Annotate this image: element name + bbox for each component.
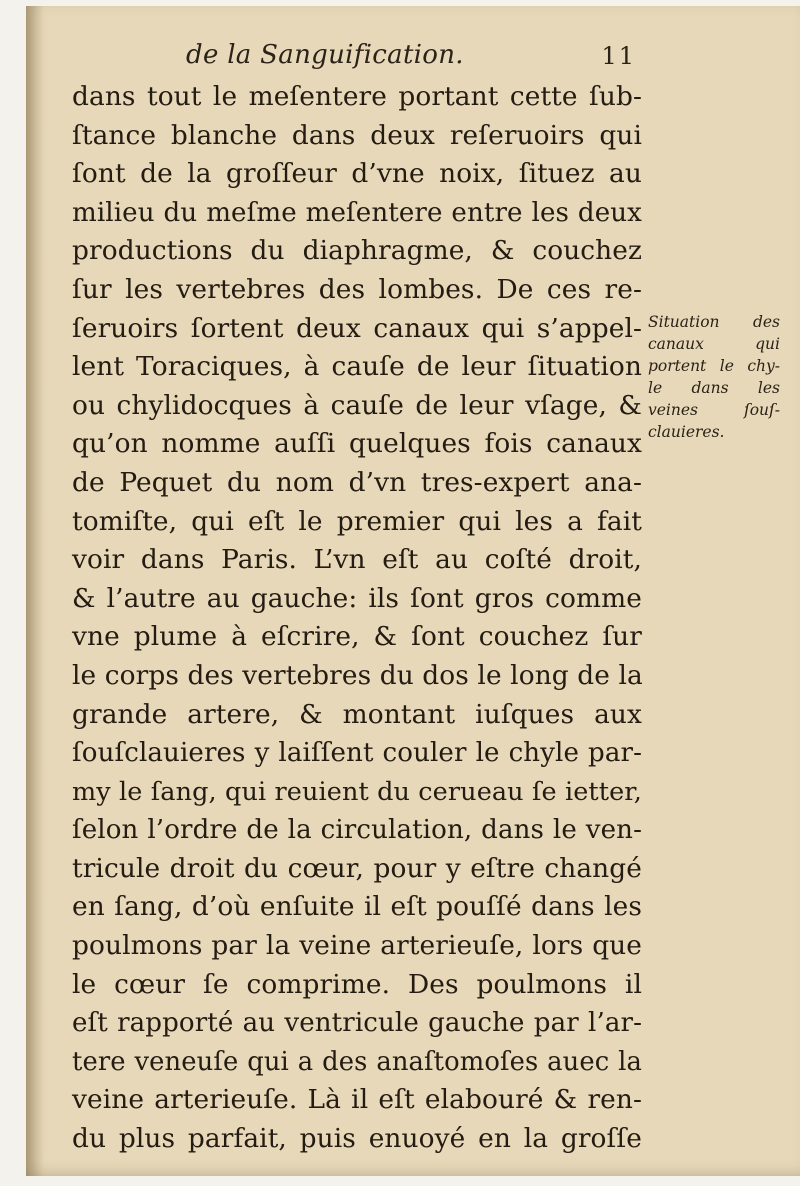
- text-line: ſtance blanche dans deux reſeruoirs qui: [72, 119, 642, 151]
- text-line: veine arterieuſe. Là il eſt elabouré & ren-: [72, 1084, 642, 1116]
- marginal-note-line: canaux qui: [648, 335, 780, 353]
- gutter-shadow: [26, 6, 44, 1176]
- body-text: [72, 78, 642, 1159]
- text-line: en ſang, d’où enſuite il eſt pouſſé dans les: [72, 891, 642, 923]
- text-line: du plus parfait, puis enuoyé en la groſſe: [72, 1123, 642, 1155]
- marginal-note-line: clauieres.: [648, 423, 725, 441]
- text-line: vne plume à eſcrire, & ſont couchez ſur: [72, 621, 642, 653]
- text-line: dans tout le meſentere portant cette ſub-: [72, 81, 642, 112]
- text-line: ſeruoirs ſortent deux canaux qui s’appel-: [72, 312, 642, 344]
- marginal-note: [648, 311, 780, 443]
- text-line: grande artere, & montant iuſques aux: [72, 698, 642, 730]
- running-head: [186, 40, 636, 74]
- text-line: de Pequet du nom d’vn tres-expert ana-: [72, 466, 642, 498]
- text-line: tomiſte, qui eſt le premier qui les a fait: [72, 505, 642, 537]
- text-line: ou chylidocques à cauſe de leur vſage, &: [72, 389, 642, 421]
- text-line: productions du diaphragme, & couchez: [72, 235, 642, 267]
- marginal-note-line: portent le chy-: [648, 357, 780, 375]
- running-title: de la Sanguification.: [186, 40, 464, 70]
- text-line: & l’autre au gauche: ils ſont gros comme: [72, 582, 642, 614]
- marginal-note-line: veines ſouſ-: [648, 401, 780, 419]
- text-line: eſt rapporté au ventricule gauche par l’ar-: [72, 1008, 642, 1039]
- marginal-note-line: le dans les: [648, 379, 780, 397]
- text-line: ſouſclauieres y laiſſent couler le chyle par-: [72, 738, 642, 769]
- text-line: my le ſang, qui reuient du cerueau ſe ietter,: [72, 776, 642, 807]
- text-line: voir dans Paris. L’vn eſt au coſté droit,: [72, 544, 642, 576]
- text-line: ſur les vertebres des lombes. De ces re-: [72, 273, 642, 305]
- text-line: qu’on nomme auſſi quelques fois canaux: [72, 428, 642, 460]
- marginal-note-line: Situation des: [648, 313, 780, 331]
- text-line: le corps des vertebres du dos le long de la: [72, 659, 643, 691]
- text-line: poulmons par la veine arterieuſe, lors que: [72, 930, 642, 962]
- text-line: ſelon l’ordre de la circulation, dans le ven-: [72, 815, 642, 846]
- text-line: tricule droit du cœur, pour y eſtre changé: [72, 852, 642, 884]
- text-line: le cœur ſe comprime. Des poulmons il: [72, 968, 642, 1000]
- text-line: tere veneuſe qui a des anaſtomoſes auec la: [72, 1046, 642, 1077]
- text-line: lent Toraciques, à cauſe de leur ſituation: [72, 351, 642, 383]
- text-line: ſont de la groſſeur d’vne noix, ſituez au: [72, 158, 642, 190]
- book-page: [26, 6, 800, 1176]
- page-number: 11: [601, 42, 636, 70]
- text-line: milieu du meſme meſentere entre les deux: [72, 197, 642, 228]
